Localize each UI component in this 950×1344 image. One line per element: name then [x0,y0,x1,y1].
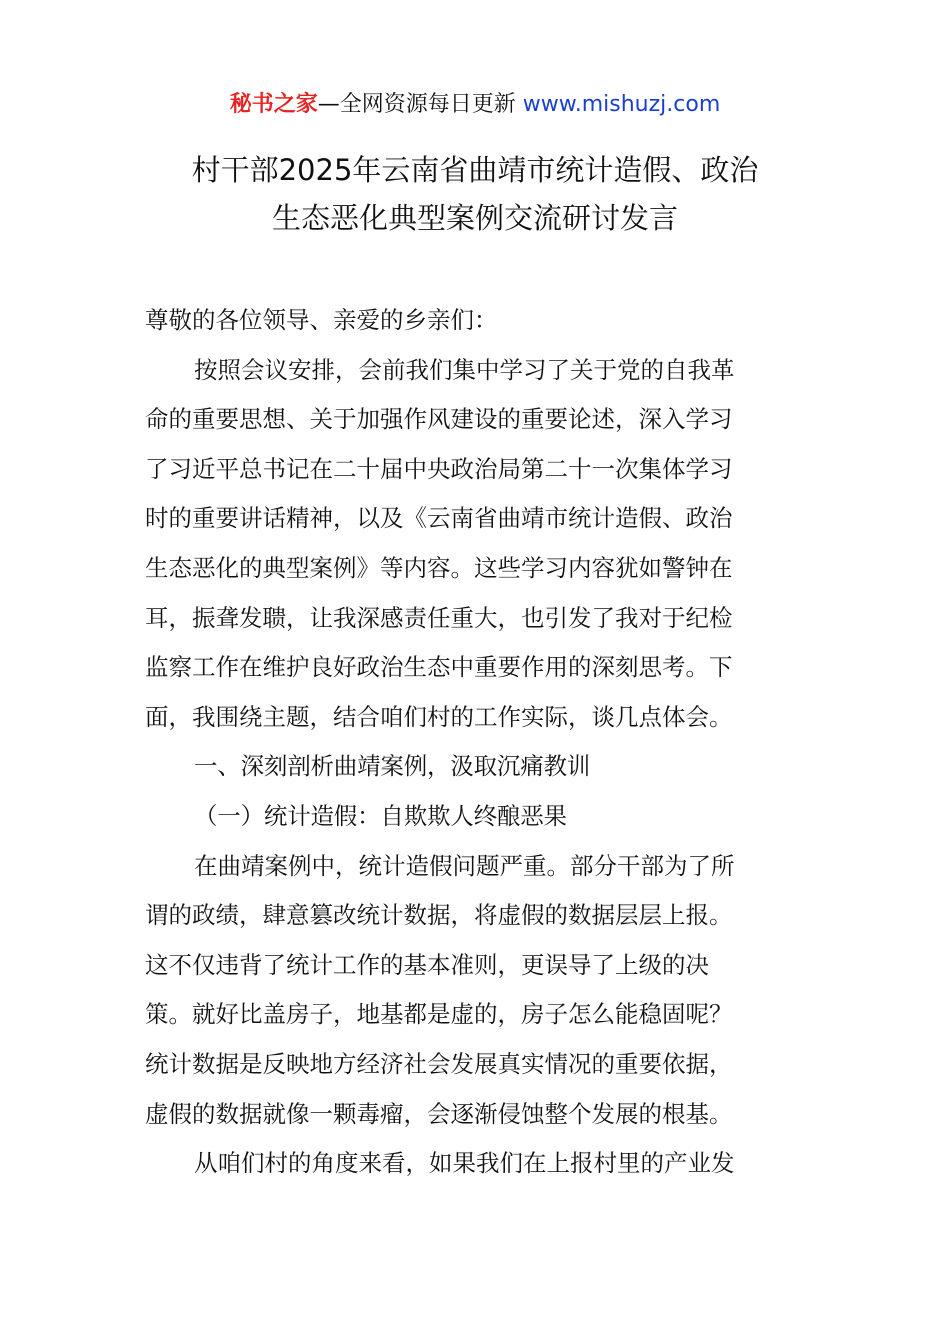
document-body [145,296,813,1189]
paragraph-line: 生态恶化的典型案例》等内容。这些学习内容犹如警钟在 [145,553,733,582]
subsection-heading: （一）统计造假：自欺欺人终酿恶果 [194,801,567,830]
paragraph-line: 这不仅违背了统计工作的基本准则，更误导了上级的决 [145,950,709,979]
salutation: 尊敬的各位领导、亲爱的乡亲们： [145,306,498,334]
paragraph-line: 耳，振聋发聩，让我深感责任重大，也引发了我对于纪检 [145,603,733,632]
title-line-2: 生态恶化典型案例交流研讨发言 [271,201,678,235]
paragraph-line: 面，我围绕主题，结合咱们村的工作实际，谈几点体会。 [145,702,733,731]
paragraph-line: 了习近平总书记在二十届中央政治局第二十一次集体学习 [145,454,733,483]
title-line-1: 村干部2025年云南省曲靖市统计造假、政治 [191,153,759,187]
paragraph-line: 虚假的数据就像一颗毒瘤，会逐渐侵蚀整个发展的根基。 [145,1099,733,1128]
site-url-link[interactable]: www.mishuzj.com [522,92,721,117]
paragraph-line: 在曲靖案例中，统计造假问题严重。部分干部为了所 [194,851,735,880]
paragraph-line: 谓的政绩，肆意篡改统计数据，将虚假的数据层层上报。 [145,901,733,930]
paragraph-line: 从咱们村的角度来看，如果我们在上报村里的产业发 [194,1149,735,1178]
paragraph-line: 策。就好比盖房子，地基都是虚的，房子怎么能稳固呢？ [145,1000,733,1029]
header-tagline: —全网资源每日更新 [317,92,523,117]
paragraph-line: 监察工作在维护良好政治生态中重要作用的深刻思考。下 [145,653,733,682]
paragraph-line: 统计数据是反映地方经济社会发展真实情况的重要依据， [145,1049,733,1078]
paragraph-line: 时的重要讲话精神，以及《云南省曲靖市统计造假、政治 [145,504,733,533]
section-heading: 一、深刻剖析曲靖案例，汲取沉痛教训 [194,752,591,781]
site-header [0,88,950,122]
brand-name: 秘书之家 [229,92,318,117]
document-title [100,146,850,242]
paragraph-line: 按照会议安排，会前我们集中学习了关于党的自我革 [194,355,735,384]
paragraph-line: 命的重要思想、关于加强作风建设的重要论述，深入学习 [145,405,733,434]
